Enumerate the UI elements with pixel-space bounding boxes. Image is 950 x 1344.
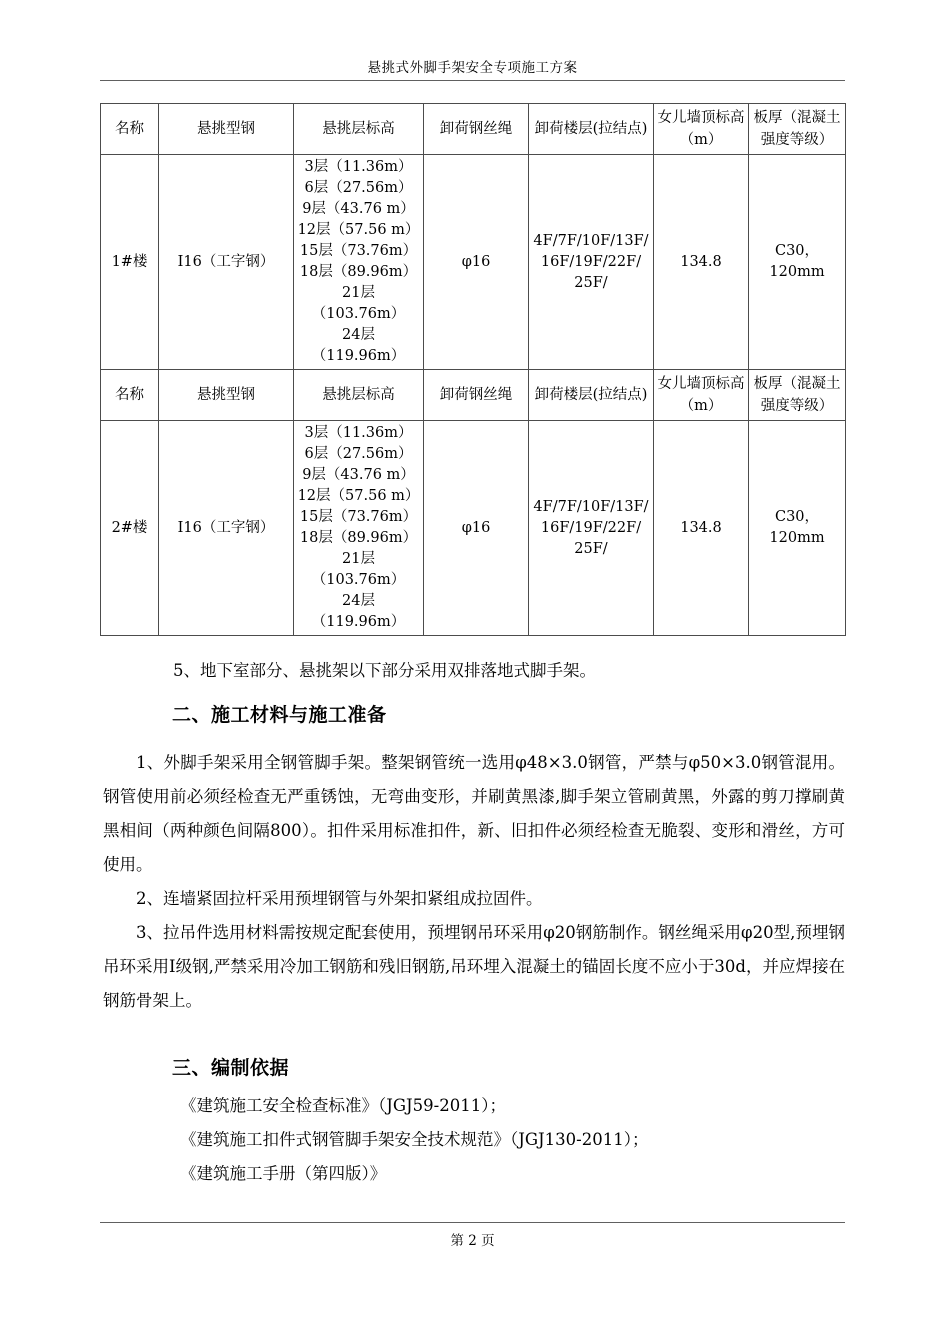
elevation-line: （119.96m） (311, 348, 406, 364)
cell-parapet-height: 134.8 (654, 421, 749, 636)
elevation-line: 18层（89.96m） (299, 530, 418, 546)
elevation-line: （103.76m） (311, 306, 406, 322)
document-header (100, 58, 845, 81)
column-header-steel: 悬挑型钢 (159, 104, 294, 155)
elevation-line: 6层（27.56m） (304, 180, 413, 196)
column-header-unloading-floor: 卸荷楼层(拉结点) (529, 370, 654, 421)
elevation-line: 3层（11.36m） (304, 425, 413, 441)
elevation-line: 15层（73.76m） (299, 243, 418, 259)
section-heading-3: 三、编制依据 (172, 1057, 290, 1079)
column-header-parapet-height: 女儿墙顶标高（m） (654, 370, 749, 421)
column-header-slab-thickness: 板厚（混凝土强度等级） (749, 370, 846, 421)
paragraph-item-1: 1、外脚手架采用全钢管脚手架。整架钢管统一选用φ48×3.0钢管，严禁与φ50×3.0钢管混用。钢管使用前必须经检查无严重锈蚀，无弯曲变形，并刷黄黑漆,脚手架立管刷黄黑，外露的剪刀撑刷黄黑相间（两种颜色间隔800）。扣件采用标准扣件，新、旧扣件必须经检查无脆裂、变形和滑丝，方可使用。 (103, 753, 845, 874)
cell-unloading-floors (529, 421, 654, 636)
floor-line: 25F/ (574, 274, 608, 291)
cell-slab-thickness: C30，120mm (749, 421, 846, 636)
column-header-name: 名称 (101, 104, 159, 155)
column-header-elevation: 悬挑层标高 (294, 104, 424, 155)
column-header-unloading-floor: 卸荷楼层(拉结点) (529, 104, 654, 155)
cell-elevations (294, 155, 424, 370)
elevation-line: 3层（11.36m） (304, 159, 413, 175)
reference-item: 《建筑施工安全检查标准》（JGJ59-2011）； (180, 1096, 506, 1115)
paragraph-item-2: 2、连墙紧固拉杆采用预埋钢管与外架扣紧组成拉固件。 (136, 889, 543, 908)
document-footer (100, 1222, 845, 1251)
cell-building-name: 1#楼 (101, 155, 159, 370)
page-number: 第 2 页 (450, 1233, 495, 1249)
header-title: 悬挑式外脚手架安全专项施工方案 (367, 60, 578, 76)
column-header-rope: 卸荷钢丝绳 (424, 370, 529, 421)
column-header-elevation: 悬挑层标高 (294, 370, 424, 421)
cell-rope-spec: φ16 (424, 155, 529, 370)
floor-line: 4F/7F/10F/13F/ (533, 498, 649, 515)
cell-steel-type: I16（工字钢） (159, 421, 294, 636)
floor-line: 4F/7F/10F/13F/ (533, 232, 649, 249)
elevation-line: 21层 (342, 551, 375, 567)
cell-rope-spec: φ16 (424, 421, 529, 636)
floor-line: 25F/ (574, 540, 608, 557)
column-header-steel: 悬挑型钢 (159, 370, 294, 421)
footer-rule (100, 1222, 845, 1223)
cell-building-name: 2#楼 (101, 421, 159, 636)
elevation-line: 12层（57.56 m） (297, 488, 420, 504)
elevation-line: 12层（57.56 m） (297, 222, 420, 238)
floor-line: 16F/19F/22F/ (540, 519, 642, 536)
cell-slab-thickness: C30，120mm (749, 155, 846, 370)
table-header-row (101, 370, 846, 421)
elevation-line: 6层（27.56m） (304, 446, 413, 462)
cell-unloading-floors (529, 155, 654, 370)
column-header-name: 名称 (101, 370, 159, 421)
section-heading-2: 二、施工材料与施工准备 (172, 704, 387, 726)
elevation-line: 21层 (342, 285, 375, 301)
elevation-line: （119.96m） (311, 614, 406, 630)
column-header-slab-thickness: 板厚（混凝土强度等级） (749, 104, 846, 155)
elevation-line: 24层 (342, 593, 375, 609)
cell-steel-type: I16（工字钢） (159, 155, 294, 370)
elevation-line: 9层（43.76 m） (302, 201, 415, 217)
cell-elevations (294, 421, 424, 636)
column-header-parapet-height: 女儿墙顶标高（m） (654, 104, 749, 155)
elevation-line: 24层 (342, 327, 375, 343)
elevation-line: 15层（73.76m） (299, 509, 418, 525)
paragraph-item-5: 5、地下室部分、悬挑架以下部分采用双排落地式脚手架。 (173, 661, 596, 680)
header-rule (100, 80, 845, 81)
table-header-row (101, 104, 846, 155)
table-row (101, 155, 846, 370)
elevation-line: 18层（89.96m） (299, 264, 418, 280)
column-header-rope: 卸荷钢丝绳 (424, 104, 529, 155)
table-row (101, 421, 846, 636)
reference-item: 《建筑施工手册（第四版）》 (180, 1164, 387, 1183)
paragraph-item-3: 3、拉吊件选用材料需按规定配套使用，预埋钢吊环采用φ20钢筋制作。钢丝绳采用φ20型,预埋钢吊环采用Ⅰ级钢,严禁采用冷加工钢筋和残旧钢筋,吊环埋入混凝土的锚固长度不应小于30d，并应焊接在钢筋骨架上。 (103, 923, 845, 1010)
cantilever-spec-table (100, 103, 846, 636)
elevation-line: 9层（43.76 m） (302, 467, 415, 483)
reference-item: 《建筑施工扣件式钢管脚手架安全技术规范》（JGJ130-2011）； (180, 1130, 649, 1149)
floor-line: 16F/19F/22F/ (540, 253, 642, 270)
cell-parapet-height: 134.8 (654, 155, 749, 370)
elevation-line: （103.76m） (311, 572, 406, 588)
